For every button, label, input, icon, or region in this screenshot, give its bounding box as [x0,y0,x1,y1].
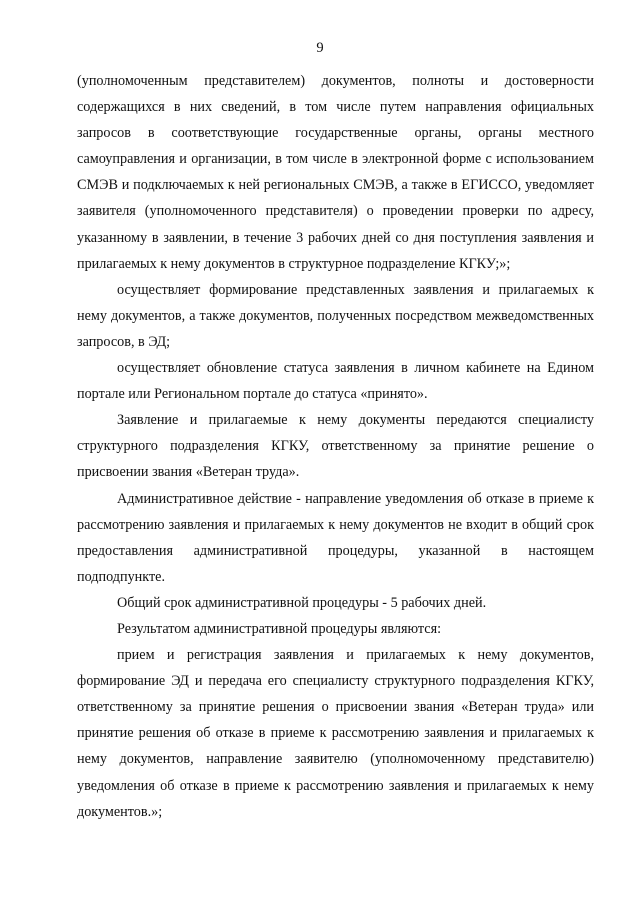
paragraph-status-update: осуществляет обновление статуса заявления в личном кабинете на Едином портале или Региональном портале до статуса «принято». [77,360,594,403]
paragraph-total-term: Общий срок административной процедуры - 5 рабочих дней. [117,594,487,611]
paragraph-results: прием и регистрация заявления и прилагаемых к нему документов, формирование ЭД и передача его специалисту структурного подразделения КГКУ, ответственному за принятие решения о присвоении звания «Ветеран труда» или принятие решения об отказе в приеме к рассмотрению заявления и прилагаемых к нему документов, направление заявителю (уполномоченному представителю) уведомления об отказе в приеме к рассмотрению заявления и прилагаемых к нему документов.»; [77,647,594,820]
paragraph-formation-ed: осуществляет формирование представленных заявления и прилагаемых к нему документов, а также документов, полученных посредством межведомственных запросов, в ЭД; [77,281,594,350]
paragraph-continuation: (уполномоченным представителем) документов, полноты и достоверности содержащихся в них сведений, в том числе путем направления официальных запросов в соответствующие государственные органы, органы местного самоуправления и организации, в том числе в электронной форме с использованием СМЭВ и подключаемых к ней региональных СМЭВ, а также в ЕГИССО, уведомляет заявителя (уполномоченного представителя) о проведении проверки по адресу, указанному в заявлении, в течение 3 рабочих дней со дня поступления заявления и прилагаемых к нему документов в структурное подразделение КГКУ;»; [77,73,594,272]
paragraph-results-heading: Результатом административной процедуры являются: [117,620,442,637]
paragraph-transfer: Заявление и прилагаемые к нему документы передаются специалисту структурного подразделения КГКУ, ответственному за принятие решение о присвоении звания «Ветеран труда». [77,412,594,481]
page-number: 9 [316,40,324,56]
paragraph-refusal-notice: Административное действие - направление уведомления об отказе в приеме к рассмотрению заявления и прилагаемых к нему документов не входит в общий срок предоставления административной процедуры, указанной в настоящем подподпункте. [77,490,594,585]
body-text [77,68,594,825]
